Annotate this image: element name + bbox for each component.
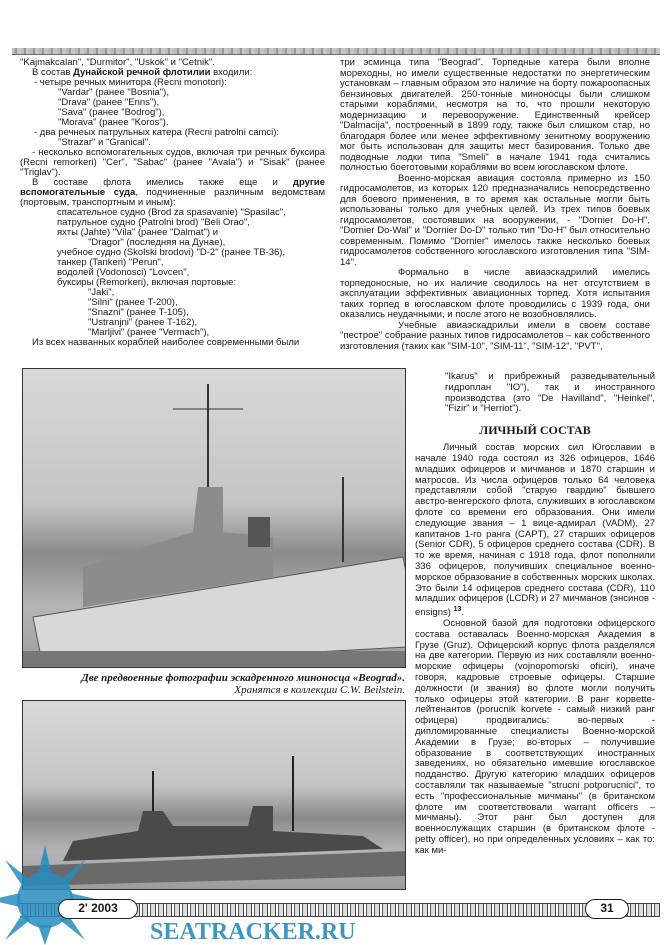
text-line: - несколько вспомогательных судов, включая три речных буксира (Recni remorkeri) "Cer", "Sabac" (ранее "Avala") и "Sisak" (ранее "Triglav"). xyxy=(20,147,325,178)
paragraph: Личный состав морских сил Югославии в начале 1940 года состоял из 326 офицеров, 1646 младших офицеров и мичманов и 1870 старшин и матросов. Из числа офицеров только 64 человека представляли собой "старую гвардию" бывшего австро-венгерского флота, служивших в югославском флоте со времени его образования. Они имели следующие звания – 1 вице-адмирал (VADM), 27 капитанов 1-го ранга (CAPT), 27 старших офицеров (Senior CDR), 5 офицеров среднего состава (CDR). В то же время, начиная с 1918 года, флот пополнили 336 офицеров, получивших специальное военно-морское образование в собственных морских школах. Это были 14 офицеров среднего состава (CDR), 110 младших офицеров (LCDR) и 27 мичманов (энсинов - ensigns) $^{13}$. xyxy=(415,442,655,619)
paragraph: три эсминца типа "Beograd". Торпедные катера были вполне мореходны, но имели существенные недостатки по энергетическим установкам – главным образом это наличие на борту пожароопасных бензиновых двигателей. 250-тонные миноносцы были слишком старыми кораблями, несмотря на то, что прошли некоторую модернизацию и перевооружение. Единственный крейсер "Dalmacija", построенный в 1899 году, также был слишком стар, но благодаря более или менее эффективному зенитному вооружению мог быть использован для защиты мест базирования. Только две подводные лодки типа "Smeli" в начале 1941 года считались полностью боеготовыми кораблями во всем югославском флоте. xyxy=(340,57,650,173)
bold-term: Дунайской речной флотилии xyxy=(73,67,211,78)
text-line xyxy=(20,178,325,208)
right-column-top xyxy=(340,58,650,352)
paragraph: Формально в числе авиаэскадрилий имелись торпедоносные, но их наличие сводилось на нет отсутствием в эксплуатации эффективных авиационных торпед. Хотя испытания таких торпед в югославском флоте проводились с 1939 года, они оказались неудачными, и после этого не возобновлялись. xyxy=(340,267,650,320)
text-line: "Jaki", xyxy=(88,287,115,298)
text-line: "Sava" (ранее "Bodrog"), xyxy=(58,107,165,118)
issue-number: 2' 2003 xyxy=(58,899,138,919)
text-line: патрульное судно (Patrolni brod) "Beli Orao", xyxy=(57,217,250,228)
text-line: - два речнеых патрульных катера (Recni patrolni camci): xyxy=(34,127,280,138)
text: В состав xyxy=(32,67,74,78)
paragraph: Основной базой для подготовки офицерского состава оставалась Военно-морская Академия в Грузе (Gruz). Офицерский корпус флота разделялся на две категории. Первую из них составляли военно-морские офицеры (vojnopomorski oficiri), иначе говоря, кадровые строевые офицеры. Старшие должности (и звания) во флоте могли получить только офицеры этой категории. В ранг корвette-лейтенантов (porucnik korvete - самый низкий ранг офицера) продвигались: во-первых - дипломированные специалисты Военно-морской Академии в Грузе; во-вторых – получившие образование в соответствующих иностранных заведениях, но обязательно имевшие югославское подданство. Другую категорию младших офицеров составляли так называемые "strucni potporucnici", то есть "профессиональные мичманы" (в британском флоте им соответствовали warrant officers – мичманы). Этот ранг был доступен для военнослужащих старшин (в британском флоте - petty officer), но при определенных условиях – как то: как ми- xyxy=(415,618,655,856)
destroyer-photo-1 xyxy=(22,368,406,668)
paragraph: Учебные авиаэскадрильи имели в своем составе "пестрое" собрание разных типов гидросамолетов – как собственного изготовления (таких как "SIM-10", "SIM-11", "SIM-12", "PVT", xyxy=(340,319,650,352)
text-line: учебное судно (Skolski brodovi) "D-2" (ранее TB-36), xyxy=(57,247,286,258)
caption-line-1: Две предвоенные фотографии эскадренного миноносца «Beograd». xyxy=(81,672,405,684)
paragraph-continuation: "Ikarus" и прибрежный разведывательный гидроплан "IO"), так и иностранного производства (это "De Havilland", "Heinkel", "Fizir" и "Herriot"). xyxy=(445,371,655,415)
text-line: водолей (Vodonosci) "Lovcen", xyxy=(57,267,190,278)
text-line: "Ustranjni" (ранее T-162), xyxy=(88,317,198,328)
paragraph: Военно-морская авиация состояла примерно из 150 гидросамолетов, из которых 120 предназначались непосредственно для боевого применения, в то время как остальные могли быть использованы только для учебных целей. Из трех типов боевых гидросамолетов, состоявших на вооружении, - "Dornier Do-H", "Dornier Do-Wal" и "Dornier Do-D" только тип "Do-H" был относительно современным. Помимо "Dornier" имелось также несколько боевых гидросамолетов собственного югославского изготовления типа "SIM-14". xyxy=(340,172,650,268)
text-line: "Morava" (ранее "Koros"). xyxy=(58,117,169,128)
text-line: танкер (Tankeri) "Perun", xyxy=(57,257,164,268)
text-line: "Dragor" (последняя на Дунае), xyxy=(88,237,226,248)
right-column-narrow xyxy=(415,372,655,857)
page-number: 31 xyxy=(585,899,629,919)
text-line: "Drava" (ранее "Enns"), xyxy=(58,97,160,108)
text-line: "Marljivi" (ранее "Vermach"), xyxy=(88,327,210,338)
watermark-logo: SEATRACKER.RU xyxy=(150,919,356,945)
text: В составе флота имелись также еще и xyxy=(32,177,293,188)
caption-line-2: Хранятся в коллекции C.W. Beilstein. xyxy=(234,684,405,696)
paragraph-text: Личный состав морских сил Югославии в начале 1940 года состоял из 326 офицеров, 1646 младших офицеров и мичманов и 1870 старшин и матросов. Из числа офицеров только 64 человека представляли собой "старую гвардию" бывшего австро-венгерского флота, служивших в югославском флоте со времени его образования. Они имели следующие звания – 1 вице-адмирал (VADM), 27 капитанов 1-го ранга (CAPT), 27 старших офицеров (Senior CDR), 5 офицеров среднего состава (CDR). В то же время, начиная с 1918 года, флот пополнили 336 офицеров, получивших специальное военно-морское образование в собственных морских школах. Это были 14 офицеров среднего состава (CDR), 110 младших офицеров (LCDR) и 27 мичманов (энсинов - ensigns) xyxy=(415,442,655,619)
text-line: "Vardar" (ранее "Bosnia"), xyxy=(58,87,169,98)
photo-caption xyxy=(22,672,405,696)
header-rule xyxy=(12,48,660,55)
text: входили: xyxy=(210,67,253,78)
bold-term: другие вспомогательные суда xyxy=(20,177,325,198)
text-line: - четыре речных минитора (Recni monotori): xyxy=(34,77,227,88)
text-line: "Kajmakcalan", "Durmitor", "Uskok" и "Cetnik". xyxy=(20,57,215,68)
watermark-sun-icon xyxy=(0,845,100,945)
footnote-ref: 13 xyxy=(453,606,462,614)
text-line: спасательное судно (Brod za spasavanie) "Spasilac", xyxy=(57,207,286,218)
left-column xyxy=(20,58,325,348)
ship-image xyxy=(23,369,406,668)
text-line: "Strazar" и "Granical". xyxy=(58,137,151,148)
section-heading: ЛИЧНЫЙ СОСТАВ xyxy=(479,423,591,438)
text-line: "Silni" (ранее T-200), xyxy=(88,297,178,308)
text-line: буксиры (Remorkeri), включая портовые: xyxy=(57,277,237,288)
text-line: яхты (Jahte) "Vila" (ранее "Dalmat") и xyxy=(57,227,218,238)
text-line: "Snazni" (ранее T-105), xyxy=(88,307,189,318)
text-line: Из всех названных кораблей наиболее современными были xyxy=(32,337,300,348)
text: , подчиненные различным ведомствам (портовым, транспортным и иным): xyxy=(20,187,325,208)
